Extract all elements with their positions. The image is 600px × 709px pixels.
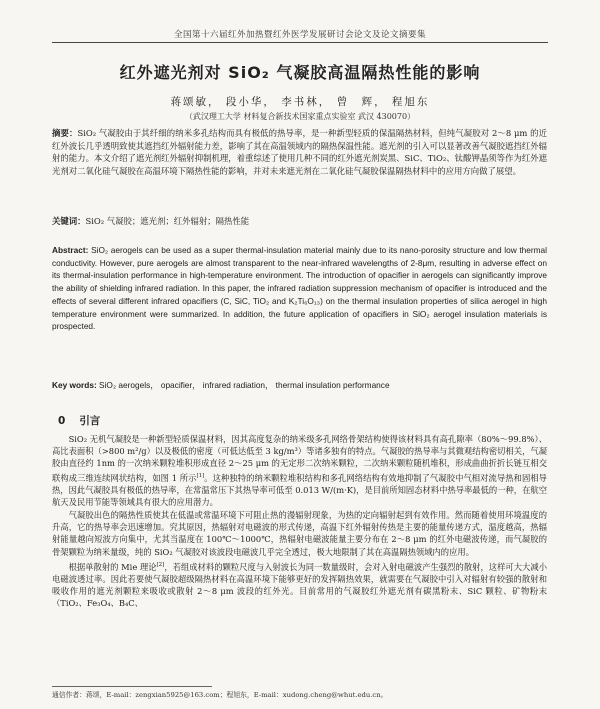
footnote: 通信作者：蒋颂，E-mail：zengxian5925@163.com；程旭东，E-mail：xudong.cheng@whut.edu.cn。 (52, 691, 388, 699)
paragraph-text: 。这种独特的纳米颗粒堆积结构和多孔网络结构有效地抑制了气凝胶中气相对流导热和固相导热，因此气凝胶具有极低的热导率，在常温常压下其热导率可低至 0.013 W/(m·K)，是目前所知固态材料中热导率最低的一种，在航空航天及民用节能等领域具有很大的应用潜力。 (52, 472, 547, 507)
chinese-keywords-label: 关键词： (52, 216, 86, 226)
citation[interactable]: [1] (196, 472, 205, 479)
body-paragraph (52, 433, 547, 508)
chinese-abstract-text: SiO₂ 气凝胶由于其纤细的纳米多孔结构而具有极低的热导率，是一种新型轻质的保温隔热材料，但纯气凝胶对 2～8 μm 的近红外波长几乎透明致使其遮挡红外辐射能力差，影响了其在高温领域内的隔热保温性能。遮光剂的引入可以显著改善气凝胶遮挡红外辐射的能力。本文介绍了遮光剂红外辐射抑制机理，着重综述了使用几种不同的红外遮光剂炭黑、SiC、TiO₂、钛酸钾晶须等作为红外遮光剂对二氧化硅气凝胶在高温环境下隔热性能的影响，并对未来遮光剂在二氧化硅气凝胶保温隔热材料中的应用方向做了展望。 (52, 128, 548, 176)
section-number: 0 (58, 415, 66, 427)
english-keywords-text: SiO₂ aerogels， opacifier， infrared radiation， thermal insulation performance (96, 380, 390, 390)
chinese-keywords-text: SiO₂ 气凝胶；遮光剂；红外辐射；隔热性能 (85, 216, 250, 226)
english-abstract-text: SiO₂ aerogels can be used as a super thermal-insulation material mainly due to its nano-porosity structure and low thermal conductivity. However, pure aerogels are almost transparent to the near-infrared wavelengths of 2-8μm, resulting in adverse effect on its thermal-insulation performance in high-temperature environment. The introduction of opacifier in aerogels can significantly improve the ability of shielding infrared radiation. In this paper, the infrared radiation suppression mechanism of opacifier is introduced and the effects of several different infrared opacifiers (C, SiC, TiO₂ and K₂Ti₆O₁₃) on the thermal insulation properties of silica aerogel in high temperature environment were summarized. In addition, the future application of opacifiers in SiO₂ aerogel insulation materials is prospected. (52, 245, 547, 332)
header-rule (52, 42, 548, 43)
body-paragraph (52, 509, 547, 558)
english-abstract (52, 244, 547, 333)
chinese-keywords (52, 215, 547, 227)
footnote-rule (52, 686, 212, 687)
english-keywords-label: Key words: (52, 380, 97, 390)
chinese-abstract (52, 127, 547, 177)
body-text (52, 433, 547, 610)
paragraph-text: SiO₂ 无机气凝胶是一种新型轻质保温材料，因其高度复杂的纳米级多孔网络骨架结构使得该材料具有高孔隙率（80%～99.8%）、高比表面积（>800 m²/g）以及极低的密度（可低达低至 3 kg/m³）等诸多独有的特点。气凝胶的热导率与其微观结构密切相关，气凝胶由直径约 1nm 的一次纳米颗粒堆积形成直径 2～25 μm 的无定形二次纳米颗粒，二次纳米颗粒随机堆积，形成曲曲折折长链互相交联构成三维连续网状结构，如图 1 所示 (52, 434, 547, 483)
paragraph-text: ，若组成材料的颗粒尺度与入射波长为同一数量级时，会对入射电磁波产生强烈的散射，这样可大大减小电磁波透过率。因此若要使气凝胶超级隔热材料在高温环境下能够更好的发挥隔热效果，就需要在气凝胶中引入对辐射有较强的散射和吸收作用的遮光剂颗粒来吸收或散射 2～8 μm 波段的红外光。目前常用的气凝胶红外遮光剂有碳黑粉末、SiC 颗粒、矿物粉末（TiO₂、Fe₃O₄、B₄C、 (52, 561, 547, 609)
english-keywords (52, 379, 547, 391)
citation[interactable]: [2] (156, 561, 165, 568)
paragraph-text: 气凝胶出色的隔热性质使其在低温或常温环境下可阻止热的漫辐射现象，为热的定向辐射起到有效作用。然而随着使用环境温度的升高，它的热导率会迅速增加。究其原因，热辐射对电磁波的形式传递，高温下红外辐射传热是主要的能量传递方式，温度越高，热辐射能量越向短波方向集中，尤其当温度在 100℃～1000℃，热辐射电磁波能量主要分布在 2～8 μm 的红外电磁波传递，而气凝胶的骨架颗粒为纳米量级，纯的 SiO₂ 气凝胶对该波段电磁波几乎完全透过，极大地限制了其在高温隔热领域内的应用。 (52, 509, 547, 557)
english-abstract-label: Abstract: (52, 245, 89, 255)
section-title: 引言 (79, 415, 101, 427)
paper-title: 红外遮光剂对 SiO₂ 气凝胶高温隔热性能的影响 (119, 63, 481, 82)
running-header: 全国第十六届红外加热暨红外医学发展研讨会论文及论文摘要集 (173, 30, 426, 40)
section-heading (58, 413, 100, 428)
paragraph-text: 根据单散射的 Mie 理论 (68, 561, 157, 572)
author-list: 蒋颂敏， 段小华， 李书林， 曾 辉， 程旭东 (170, 96, 430, 108)
chinese-abstract-label: 摘要： (52, 128, 78, 138)
affiliation: （武汉理工大学 材料复合新技术国家重点实验室 武汉 430070） (184, 112, 416, 121)
body-paragraph (52, 559, 547, 610)
